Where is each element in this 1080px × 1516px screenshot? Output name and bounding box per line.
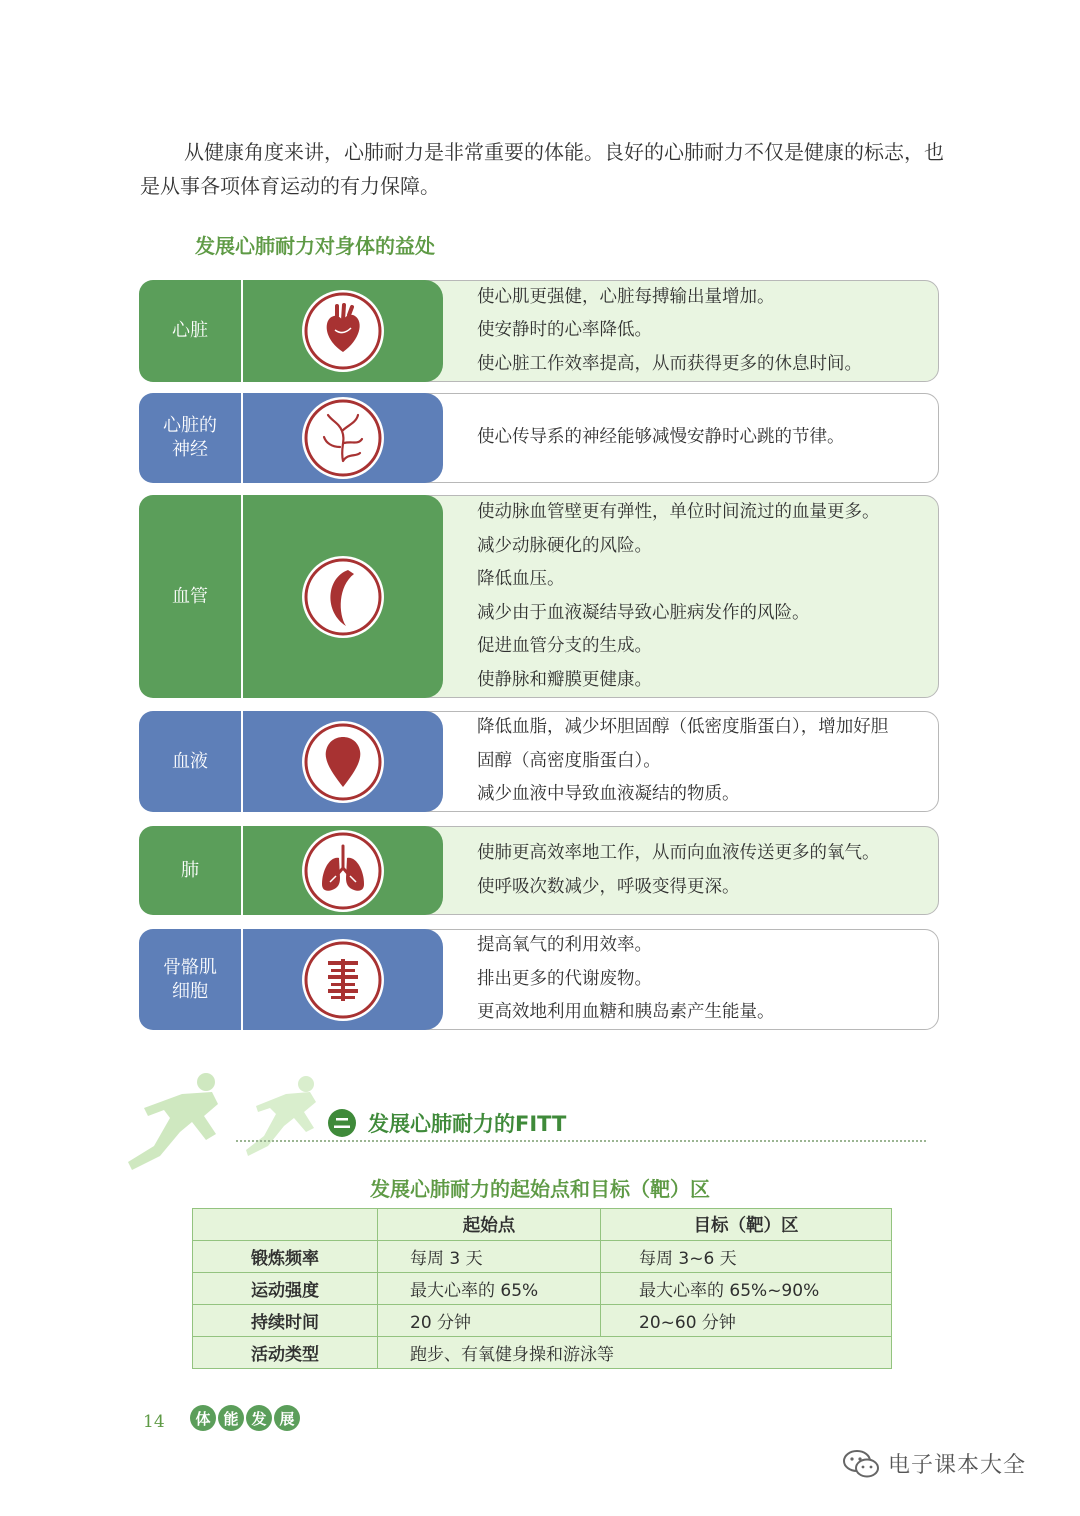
benefit-line: 使呼吸次数减少，呼吸变得更深。 [477,876,740,897]
benefit-lines [477,711,919,812]
blood-vessel-icon [302,556,384,638]
table-header-row [193,1209,892,1241]
dotted-divider [236,1140,926,1142]
benefit-line: 使静脉和瓣膜更健康。 [477,669,652,690]
watermark-text: 电子课本大全 [888,1453,1027,1478]
benefit-label [139,929,241,1030]
series-logo [190,1405,300,1431]
benefit-line: 促进血管分支的生成。 [477,636,652,656]
row-header: 运动强度 [193,1273,378,1305]
benefit-row-heart [139,280,939,382]
nerve-icon [302,397,384,479]
benefits-title: 发展心肺耐力对身体的益处 [195,234,435,258]
row-header: 锻炼频率 [193,1241,378,1273]
series-logo-char: 体 [190,1405,216,1431]
series-logo-char: 能 [218,1405,244,1431]
benefit-lines [477,495,919,698]
wechat-icon [842,1449,880,1479]
intro-paragraph: 从健康角度来讲，心肺耐力是非常重要的体能。良好的心肺耐力不仅是健康的标志，也是从事各项体育运动的有力保障。 [140,140,944,198]
benefit-label-line: 细胞 [172,980,208,1002]
benefit-label: 心脏 [139,280,241,382]
benefit-lines [477,280,919,382]
benefit-line: 使心脏工作效率提高，从而获得更多的休息时间。 [477,353,862,374]
section-number-glyph-icon [328,1109,356,1137]
benefit-label: 肺 [139,826,241,915]
table-cell-merged: 跑步、有氧健身操和游泳等 [378,1337,892,1369]
benefit-row-cardiac-nerve [139,393,939,483]
table-cell: 20~60 分钟 [601,1305,892,1337]
icon-band [243,280,443,382]
table-cell: 最大心率的 65%~90% [601,1273,892,1305]
table-row [193,1337,892,1369]
benefit-line: 使动脉血管壁更有弹性，单位时间流过的血量更多。 [477,502,880,522]
benefit-label [139,393,241,483]
benefit-lines [477,393,919,483]
benefit-line: 减少血液中导致血液凝结的物质。 [477,784,740,805]
series-logo-char: 展 [274,1405,300,1431]
benefit-line: 排出更多的代谢废物。 [477,968,652,989]
benefit-label: 血管 [139,495,241,698]
fitt-table [192,1208,892,1369]
row-header: 持续时间 [193,1305,378,1337]
blood-drop-icon [302,721,384,803]
watermark [842,1448,1026,1479]
section-title: 发展心肺耐力的FITT [368,1112,567,1136]
table-row [193,1305,892,1337]
benefit-line: 提高氧气的利用效率。 [477,935,652,956]
icon-band [243,929,443,1030]
icon-band [243,711,443,812]
benefit-line: 更高效地利用血糖和胰岛素产生能量。 [477,1002,775,1023]
table-row [193,1241,892,1273]
table-cell: 20 分钟 [378,1305,601,1337]
series-logo-char: 发 [246,1405,272,1431]
benefit-line: 减少由于血液凝结导致心脏病发作的风险。 [477,602,810,623]
benefit-lines [477,929,919,1030]
table-header-cell: 起始点 [378,1209,601,1241]
muscle-cell-icon [302,939,384,1021]
benefit-line: 降低血压。 [477,569,565,589]
table-cell: 每周 3 天 [378,1241,601,1273]
benefit-label-line: 骨骼肌 [163,956,217,978]
section-heading [328,1108,566,1138]
table-header-cell: 目标（靶）区 [601,1209,892,1241]
benefit-line: 使心肌更强健，心脏每搏输出量增加。 [477,286,775,307]
benefit-label-line: 神经 [172,439,208,460]
runner-decoration-icon [120,1070,330,1179]
section-number-badge [328,1109,356,1137]
benefit-row-lungs [139,826,939,915]
icon-band [243,393,443,483]
benefit-line: 使安静时的心率降低。 [477,320,652,341]
icon-band [243,826,443,915]
icon-band [243,495,443,698]
table-row [193,1273,892,1305]
table-title: 发展心肺耐力的起始点和目标（靶）区 [370,1177,710,1201]
table-header-cell [193,1209,378,1241]
benefit-line: 使心传导系的神经能够减慢安静时心跳的节律。 [477,427,845,448]
benefit-line: 使肺更高效率地工作，从而向血液传送更多的氧气。 [477,843,880,863]
row-header: 活动类型 [193,1337,378,1369]
benefit-row-blood [139,711,939,812]
benefit-label: 血液 [139,711,241,812]
benefit-row-muscle-cell [139,929,939,1030]
benefit-lines [477,826,919,915]
benefit-line: 固醇（高密度脂蛋白）。 [477,750,661,771]
lungs-icon [302,830,384,912]
benefit-row-blood-vessel [139,495,939,698]
table-cell: 每周 3~6 天 [601,1241,892,1273]
page-number: 14 [143,1412,165,1432]
table-cell: 最大心率的 65% [378,1273,601,1305]
heart-icon [302,290,384,372]
benefit-label-line: 心脏的 [163,415,217,436]
benefit-line: 降低血脂，减少坏胆固醇（低密度脂蛋白），增加好胆 [477,717,889,738]
benefit-line: 减少动脉硬化的风险。 [477,535,652,556]
